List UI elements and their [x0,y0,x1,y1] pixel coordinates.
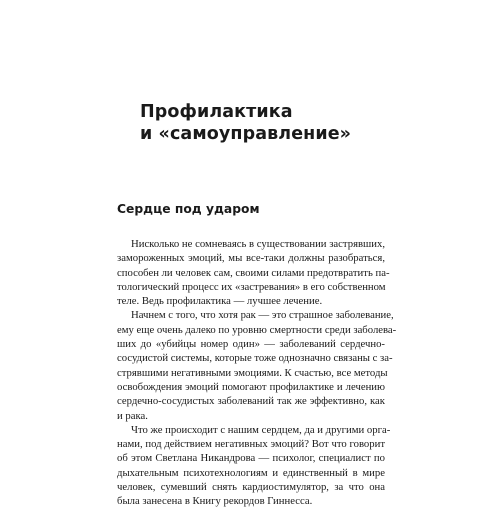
chapter-title [140,101,440,145]
paragraph-line: Что же происходит с нашим сердцем, да и другими орга- [131,423,391,436]
paragraph-line: была занесена в Книгу рекордов Гиннесса. [117,495,313,508]
paragraph-line: человек, сумевший снять кардиостимулятор, за что она [117,481,385,494]
paragraph-line: Начнем с того, что хотя рак — это страшное заболевание, [131,309,394,322]
section-title: Сердце под ударом [117,202,260,216]
paragraph-line: ему еще очень далеко по уровню смертности среди заболева- [117,323,397,336]
paragraph-line: стрявшими негативными эмоциями. К счастью, все методы [117,366,388,379]
paragraph-line: освобождения эмоций помогают профилактике и лечению [117,380,385,393]
paragraph-line: Нисколько не сомневаясь в существовании застрявших, [131,238,385,250]
paragraph-line: сосудистой системы, которые тоже однозначно связаны с за- [117,352,393,365]
chapter-title-line-2: и «самоуправление» [140,124,352,144]
paragraph-line: и рака. [117,409,148,422]
paragraph-line: ших до «убийцы номер один» — заболеваний сердечно- [117,338,385,351]
paragraph-line: теле. Ведь профилактика — лучшее лечение. [117,295,323,308]
paragraph-line: замороженных эмоций, мы все-таки должны разобраться, [117,252,385,265]
paragraph-line: тологический процесс их «застревания» в его собственном [117,280,386,293]
paragraph [117,237,390,308]
chapter-title-line-1: Профилактика [140,102,293,122]
paragraph-line: нами, под действием негативных эмоций? Вот что говорит [117,438,385,451]
paragraph-line: дыхательным психотехнологиям и единственный в мире [117,466,385,479]
paragraph-line: об этом Светлана Никандрова — психолог, специалист по [117,452,385,465]
body-text [117,237,397,509]
paragraph-line: сердечно-сосудистых заболеваний так же эффективно, как [117,395,385,408]
paragraph [117,423,391,509]
paragraph-line: способен ли человек сам, своими силами предотвратить па- [117,266,390,279]
paragraph [117,308,397,422]
